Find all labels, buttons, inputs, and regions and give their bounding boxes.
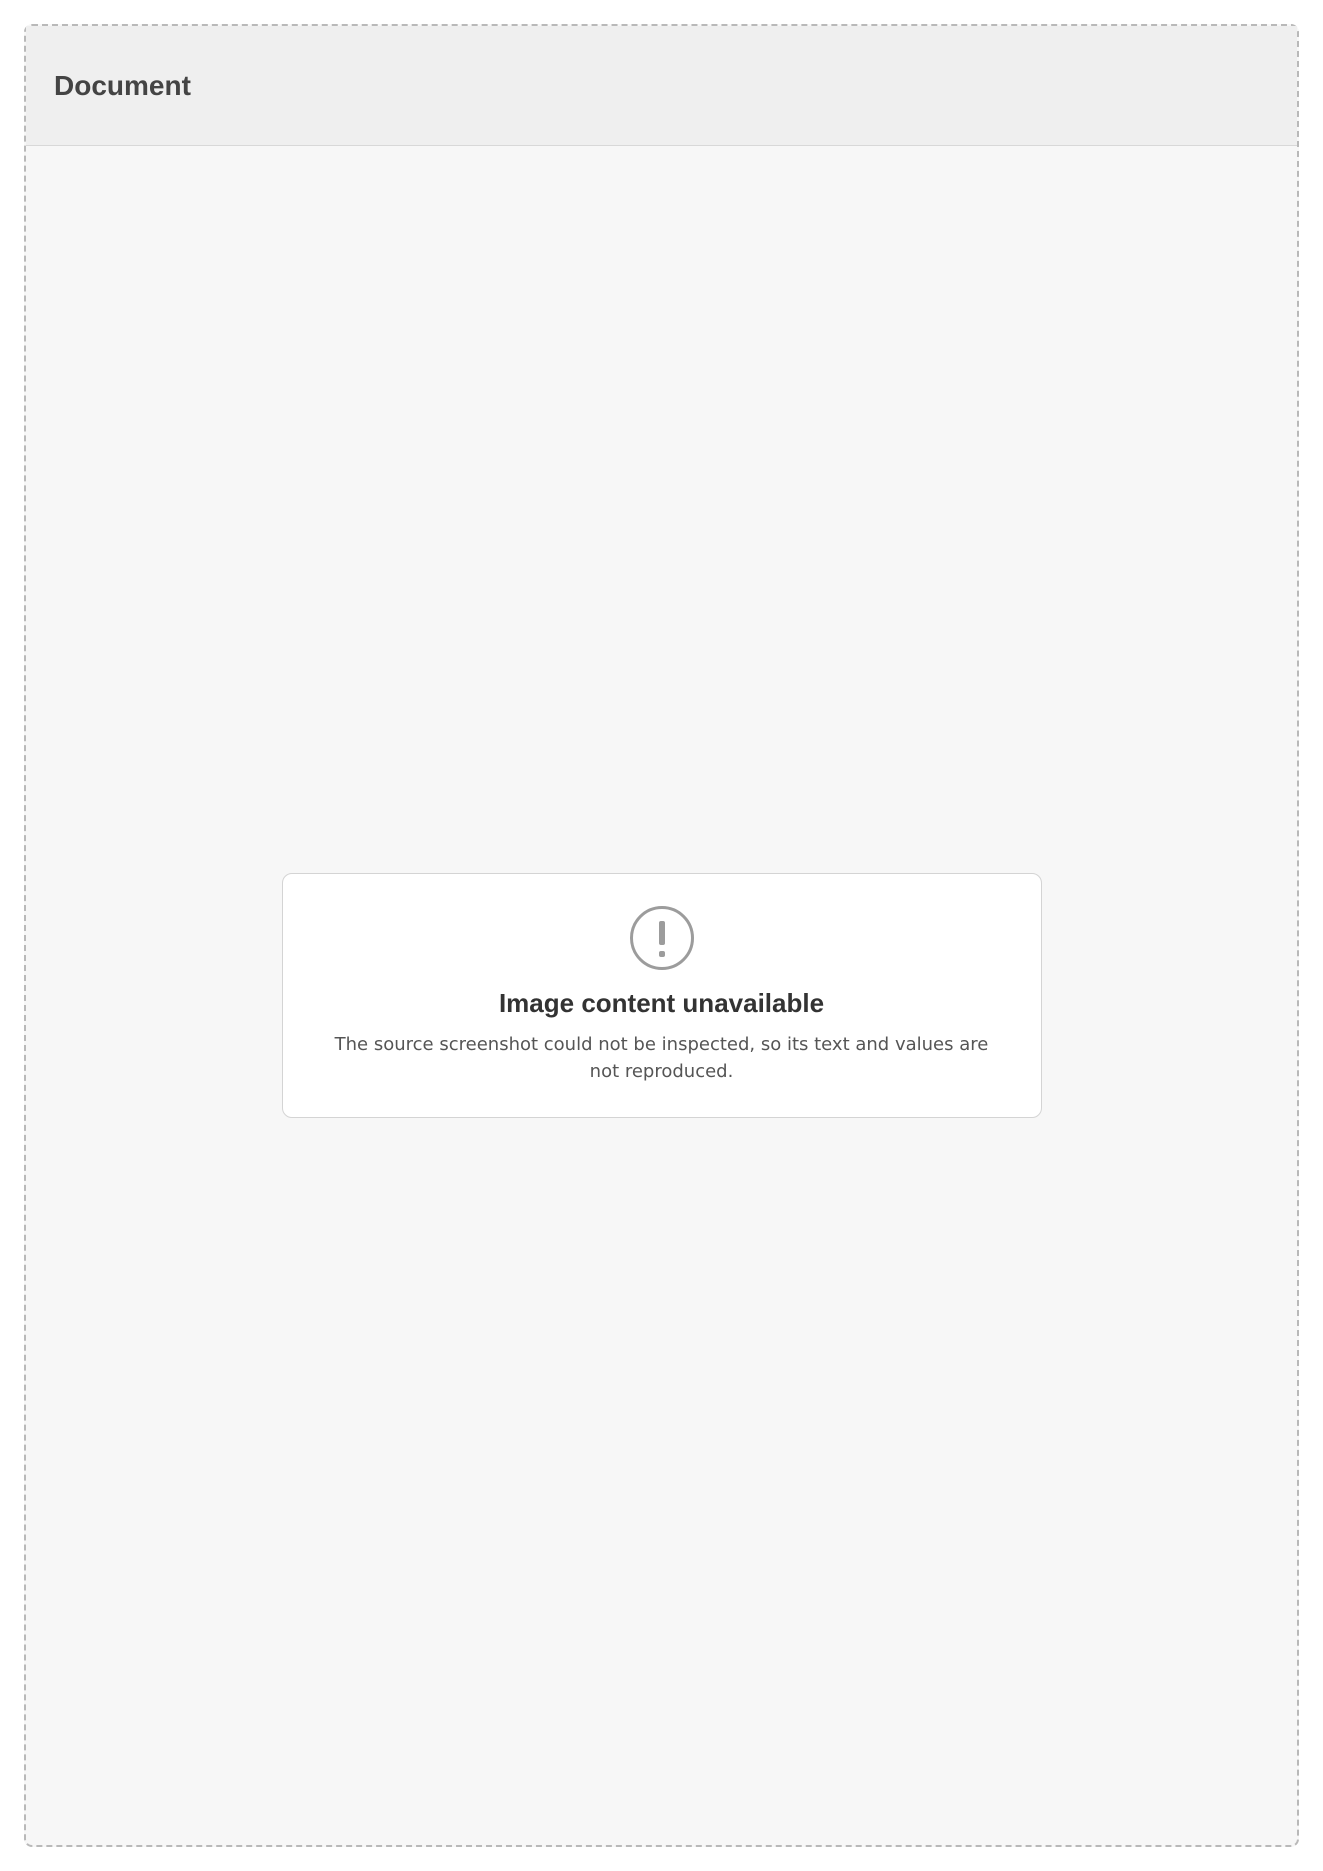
unavailable-notice	[282, 873, 1042, 1118]
page-title: Document	[54, 69, 191, 101]
page-frame	[24, 24, 1299, 1847]
page-header	[26, 26, 1297, 146]
notice-heading: Image content unavailable	[498, 988, 825, 1018]
warning-icon	[630, 906, 694, 970]
page-body	[26, 146, 1297, 1845]
notice-text: The source screenshot could not be inspected, so its text and values are not reproduced.	[334, 1034, 989, 1082]
